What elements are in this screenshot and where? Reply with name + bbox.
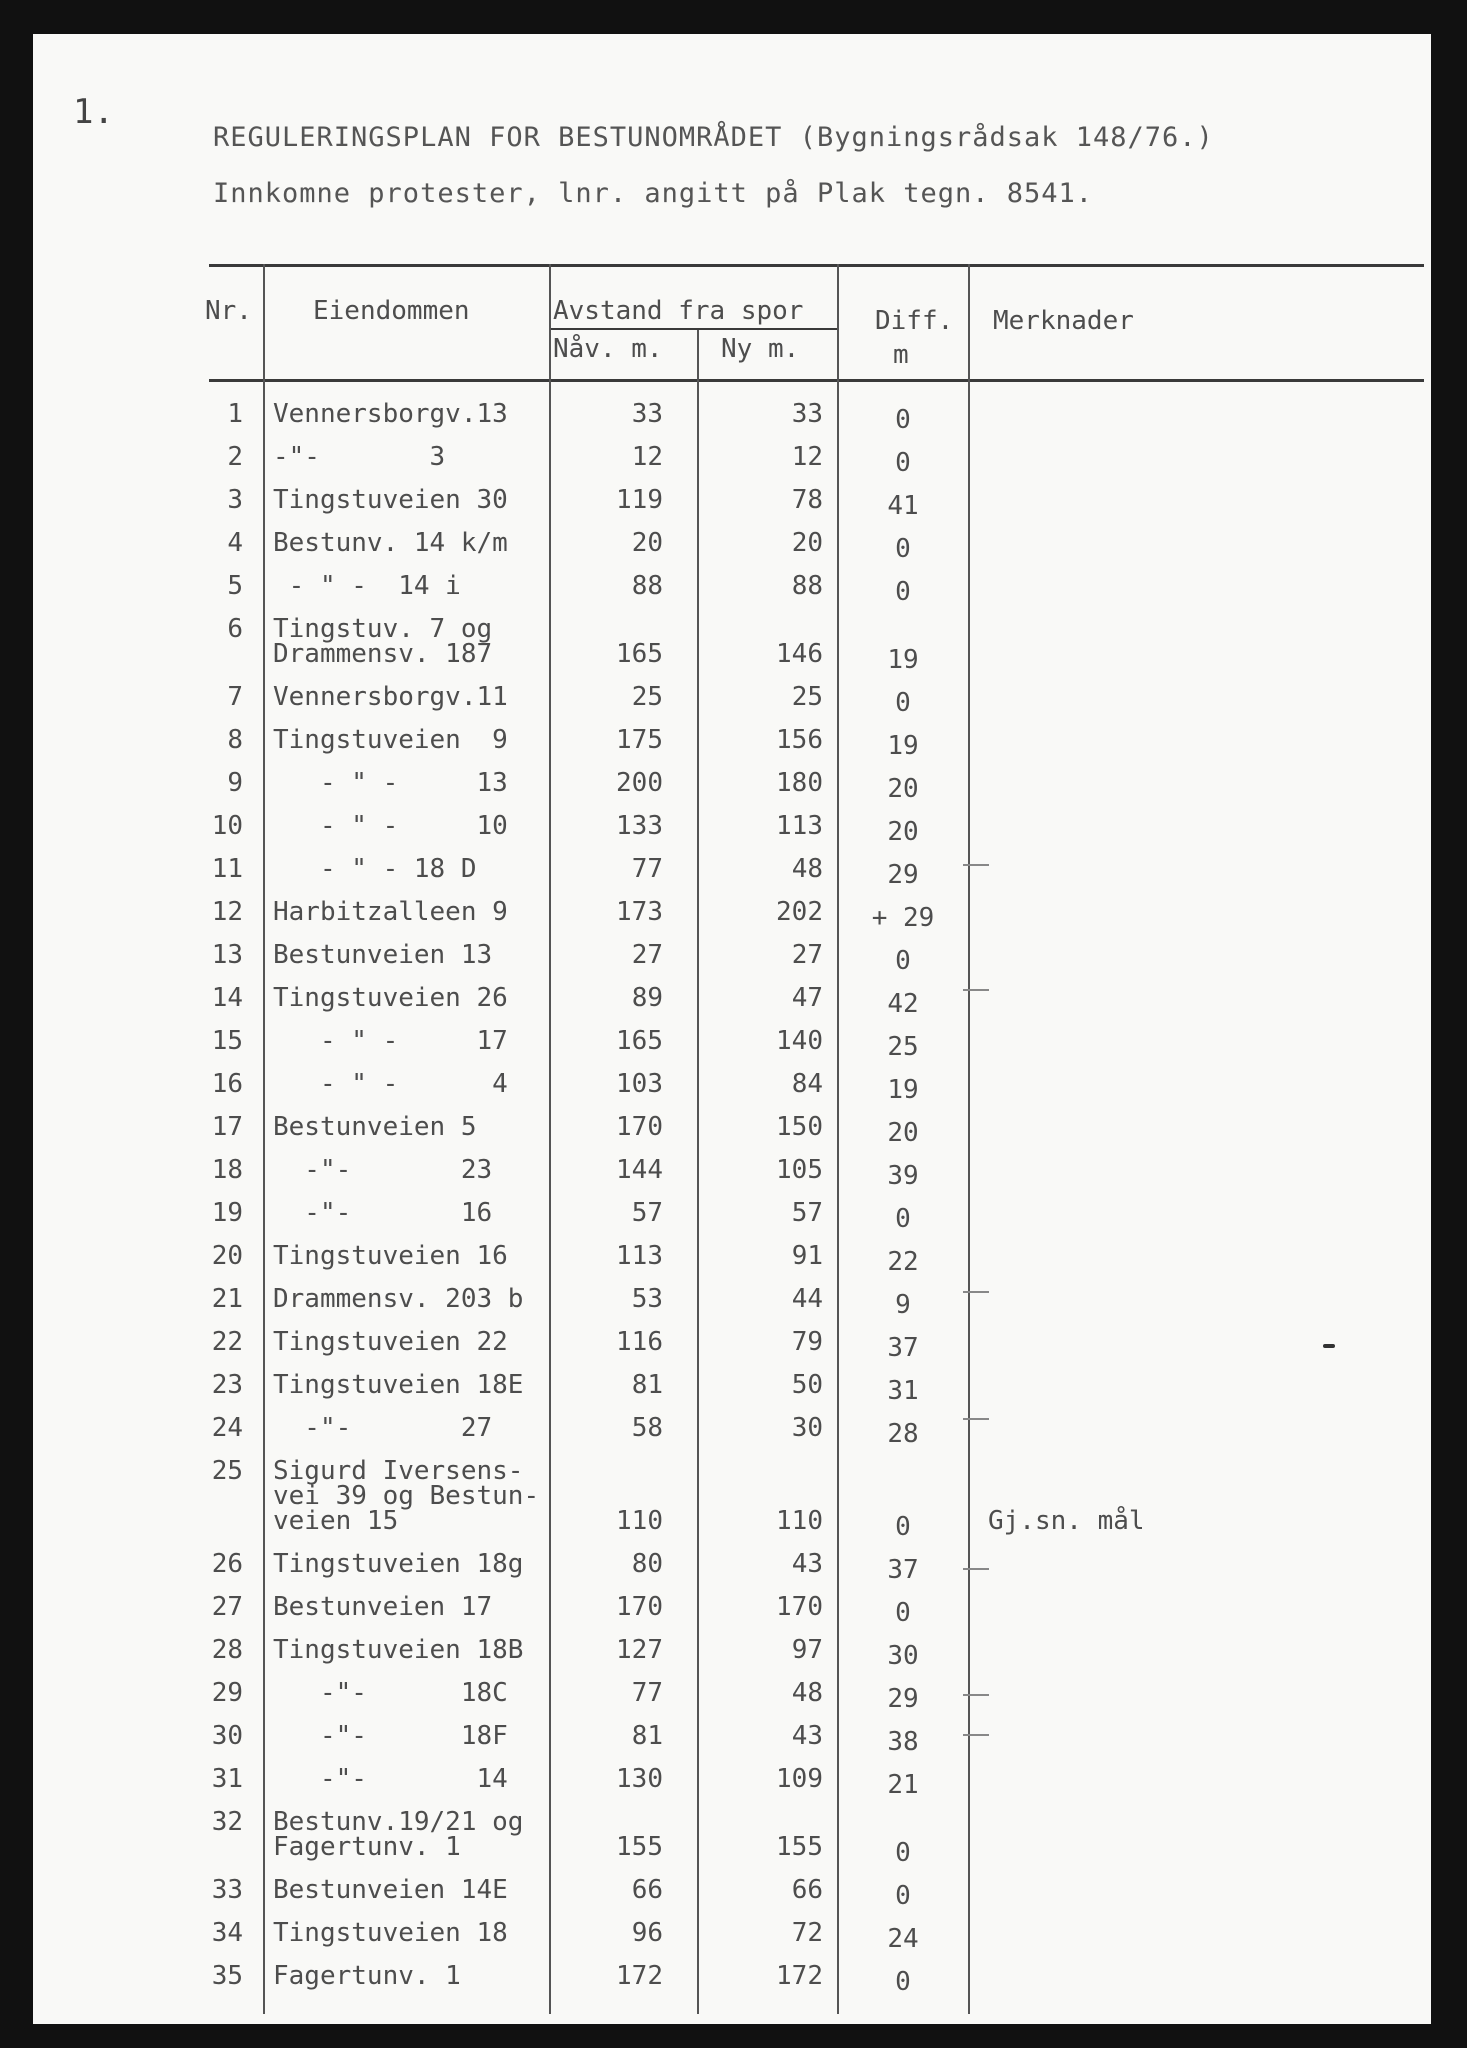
property-name: Sigurd Iversens- (273, 1456, 524, 1486)
current-distance: 130 (616, 1764, 663, 1794)
new-distance: 202 (776, 897, 823, 927)
margin-tick (963, 864, 989, 866)
property-name: Bestunveien 17 (273, 1592, 493, 1622)
current-distance: 27 (631, 940, 663, 970)
header-diff-unit: m (893, 340, 909, 370)
row-number: 22 (211, 1327, 243, 1357)
property-name: Tingstuveien 26 (273, 983, 508, 1013)
margin-tick (963, 1291, 989, 1293)
property-name: Tingstuv. 7 og (273, 614, 493, 644)
difference: 0 (895, 448, 911, 478)
new-distance: 105 (776, 1155, 823, 1185)
current-distance: 127 (616, 1635, 663, 1665)
difference: 29 (887, 1684, 919, 1714)
property-name: -"- 23 (273, 1155, 493, 1185)
property-name: Tingstuveien 9 (273, 725, 508, 755)
property-name: Tingstuveien 18E (273, 1370, 524, 1400)
property-name: -"- 16 (273, 1198, 493, 1228)
property-name: Drammensv. 187 (273, 639, 493, 669)
current-distance: 20 (631, 528, 663, 558)
column-divider-ny (837, 264, 839, 2014)
row-number: 4 (227, 528, 243, 558)
row-number: 15 (211, 1026, 243, 1056)
property-name: Bestunveien 14E (273, 1875, 508, 1905)
margin-tick (963, 1694, 989, 1696)
new-distance: 155 (776, 1832, 823, 1862)
current-distance: 12 (631, 442, 663, 472)
row-number: 2 (227, 442, 243, 472)
property-name: Bestunveien 13 (273, 940, 493, 970)
row-number: 8 (227, 725, 243, 755)
difference: 20 (887, 817, 919, 847)
difference: 20 (887, 774, 919, 804)
current-distance: 119 (616, 485, 663, 515)
current-distance: 81 (631, 1370, 663, 1400)
row-number: 35 (211, 1961, 243, 1991)
row-number: 19 (211, 1198, 243, 1228)
new-distance: 88 (791, 571, 823, 601)
property-name: -"- 18C (273, 1678, 508, 1708)
property-name: Fagertunv. 1 (273, 1832, 461, 1862)
row-number: 5 (227, 571, 243, 601)
margin-tick (963, 1418, 989, 1420)
property-name: Bestunveien 5 (273, 1112, 477, 1142)
column-divider-eiendom (549, 264, 551, 2014)
difference: + 29 (871, 903, 935, 933)
header-nav: Nåv. m. (553, 334, 663, 364)
difference: 0 (895, 688, 911, 718)
current-distance: 77 (631, 1678, 663, 1708)
row-number: 33 (211, 1875, 243, 1905)
property-name: - " - 17 (273, 1026, 508, 1056)
row-number: 30 (211, 1721, 243, 1751)
difference: 19 (887, 731, 919, 761)
header-ny: Ny m. (721, 334, 800, 364)
current-distance: 80 (631, 1549, 663, 1579)
page-mark: 1. (73, 92, 114, 132)
current-distance: 133 (616, 811, 663, 841)
current-distance: 200 (616, 768, 663, 798)
current-distance: 66 (631, 1875, 663, 1905)
current-distance: 58 (631, 1413, 663, 1443)
column-divider-nav (697, 330, 699, 2014)
row-number: 13 (211, 940, 243, 970)
margin-tick (963, 1734, 989, 1736)
column-divider-diff (968, 264, 970, 2014)
new-distance: 43 (791, 1549, 823, 1579)
property-name: Tingstuveien 18B (273, 1635, 524, 1665)
new-distance: 43 (791, 1721, 823, 1751)
difference: 0 (895, 534, 911, 564)
current-distance: 53 (631, 1284, 663, 1314)
row-number: 31 (211, 1764, 243, 1794)
property-name: veien 15 (273, 1506, 399, 1536)
row-number: 21 (211, 1284, 243, 1314)
new-distance: 110 (776, 1506, 823, 1536)
difference: 28 (887, 1419, 919, 1449)
difference: 9 (895, 1290, 911, 1320)
document-subtitle: Innkomne protester, lnr. angitt på Plak tegn. 8541. (213, 178, 1094, 209)
current-distance: 96 (631, 1918, 663, 1948)
remark: Gj.sn. mål (988, 1506, 1145, 1536)
difference: 29 (887, 860, 919, 890)
property-name: -"- 18F (273, 1721, 508, 1751)
current-distance: 170 (616, 1592, 663, 1622)
current-distance: 89 (631, 983, 663, 1013)
property-name: - " - 13 (273, 768, 508, 798)
row-number: 7 (227, 682, 243, 712)
header-merknader: Merknader (993, 306, 1134, 336)
row-number: 10 (211, 811, 243, 841)
property-name: -"- 3 (273, 442, 446, 472)
row-number: 26 (211, 1549, 243, 1579)
property-name: Drammensv. 203 b (273, 1284, 524, 1314)
property-name: -"- 14 (273, 1764, 508, 1794)
new-distance: 172 (776, 1961, 823, 1991)
current-distance: 170 (616, 1112, 663, 1142)
new-distance: 146 (776, 639, 823, 669)
difference: 24 (887, 1924, 919, 1954)
new-distance: 78 (791, 485, 823, 515)
new-distance: 156 (776, 725, 823, 755)
new-distance: 20 (791, 528, 823, 558)
new-distance: 91 (791, 1241, 823, 1271)
new-distance: 12 (791, 442, 823, 472)
current-distance: 144 (616, 1155, 663, 1185)
row-number: 18 (211, 1155, 243, 1185)
new-distance: 47 (791, 983, 823, 1013)
current-distance: 165 (616, 1026, 663, 1056)
property-name: Bestunv. 14 k/m (273, 528, 508, 558)
property-name: Tingstuveien 18g (273, 1549, 524, 1579)
header-eiendom: Eiendommen (313, 296, 470, 326)
row-number: 17 (211, 1112, 243, 1142)
new-distance: 27 (791, 940, 823, 970)
current-distance: 116 (616, 1327, 663, 1357)
property-name: vei 39 og Bestun- (273, 1481, 540, 1511)
ink-spot (1323, 1344, 1335, 1348)
difference: 21 (887, 1770, 919, 1800)
difference: 19 (887, 1075, 919, 1105)
difference: 19 (887, 645, 919, 675)
subheader-rule (549, 328, 837, 330)
difference: 0 (895, 1881, 911, 1911)
difference: 30 (887, 1641, 919, 1671)
new-distance: 97 (791, 1635, 823, 1665)
property-name: Fagertunv. 1 (273, 1961, 461, 1991)
new-distance: 50 (791, 1370, 823, 1400)
row-number: 27 (211, 1592, 243, 1622)
new-distance: 109 (776, 1764, 823, 1794)
difference: 37 (887, 1333, 919, 1363)
difference: 0 (895, 1967, 911, 1997)
row-number: 14 (211, 983, 243, 1013)
difference: 39 (887, 1161, 919, 1191)
row-number: 6 (227, 614, 243, 644)
current-distance: 155 (616, 1832, 663, 1862)
row-number: 16 (211, 1069, 243, 1099)
property-name: - " - 14 i (273, 571, 461, 601)
new-distance: 48 (791, 1678, 823, 1708)
new-distance: 150 (776, 1112, 823, 1142)
new-distance: 180 (776, 768, 823, 798)
current-distance: 88 (631, 571, 663, 601)
new-distance: 30 (791, 1413, 823, 1443)
current-distance: 165 (616, 639, 663, 669)
property-name: Tingstuveien 16 (273, 1241, 508, 1271)
current-distance: 81 (631, 1721, 663, 1751)
difference: 42 (887, 989, 919, 1019)
difference: 37 (887, 1555, 919, 1585)
current-distance: 175 (616, 725, 663, 755)
current-distance: 173 (616, 897, 663, 927)
property-name: Harbitzalleen 9 (273, 897, 508, 927)
current-distance: 77 (631, 854, 663, 884)
row-number: 23 (211, 1370, 243, 1400)
row-number: 28 (211, 1635, 243, 1665)
row-number: 12 (211, 897, 243, 927)
difference: 41 (887, 491, 919, 521)
new-distance: 33 (791, 399, 823, 429)
difference: 31 (887, 1376, 919, 1406)
new-distance: 57 (791, 1198, 823, 1228)
difference: 20 (887, 1118, 919, 1148)
row-number: 20 (211, 1241, 243, 1271)
property-name: Vennersborgv.11 (273, 682, 508, 712)
current-distance: 25 (631, 682, 663, 712)
row-number: 34 (211, 1918, 243, 1948)
column-divider-nr (263, 264, 265, 2014)
property-name: - " - 18 D (273, 854, 477, 884)
property-name: - " - 4 (273, 1069, 508, 1099)
property-name: Tingstuveien 22 (273, 1327, 508, 1357)
new-distance: 48 (791, 854, 823, 884)
current-distance: 113 (616, 1241, 663, 1271)
current-distance: 103 (616, 1069, 663, 1099)
header-bottom-rule (209, 379, 1424, 382)
difference: 25 (887, 1032, 919, 1062)
new-distance: 140 (776, 1026, 823, 1056)
difference: 0 (895, 1204, 911, 1234)
new-distance: 72 (791, 1918, 823, 1948)
new-distance: 44 (791, 1284, 823, 1314)
header-diff: Diff. (875, 306, 954, 336)
margin-tick (963, 989, 989, 991)
table-top-rule (209, 264, 1424, 267)
header-avstand: Avstand fra spor (553, 296, 804, 326)
property-name: Tingstuveien 30 (273, 485, 508, 515)
row-number: 32 (211, 1807, 243, 1837)
row-number: 3 (227, 485, 243, 515)
document-title: REGULERINGSPLAN FOR BESTUNOMRÅDET (Bygningsrådsak 148/76.) (213, 122, 1214, 153)
row-number: 25 (211, 1456, 243, 1486)
row-number: 9 (227, 768, 243, 798)
current-distance: 110 (616, 1506, 663, 1536)
difference: 0 (895, 577, 911, 607)
new-distance: 113 (776, 811, 823, 841)
new-distance: 79 (791, 1327, 823, 1357)
difference: 0 (895, 1838, 911, 1868)
document-page (33, 34, 1431, 2024)
row-number: 1 (227, 399, 243, 429)
current-distance: 57 (631, 1198, 663, 1228)
difference: 0 (895, 1512, 911, 1542)
difference: 0 (895, 405, 911, 435)
row-number: 11 (211, 854, 243, 884)
row-number: 29 (211, 1678, 243, 1708)
property-name: -"- 27 (273, 1413, 493, 1443)
current-distance: 172 (616, 1961, 663, 1991)
new-distance: 66 (791, 1875, 823, 1905)
difference: 22 (887, 1247, 919, 1277)
difference: 0 (895, 946, 911, 976)
property-name: Tingstuveien 18 (273, 1918, 508, 1948)
property-name: Vennersborgv.13 (273, 399, 508, 429)
row-number: 24 (211, 1413, 243, 1443)
difference: 0 (895, 1598, 911, 1628)
header-nr: Nr. (205, 296, 252, 326)
new-distance: 84 (791, 1069, 823, 1099)
new-distance: 170 (776, 1592, 823, 1622)
property-name: - " - 10 (273, 811, 508, 841)
new-distance: 25 (791, 682, 823, 712)
current-distance: 33 (631, 399, 663, 429)
margin-tick (963, 1568, 989, 1570)
property-name: Bestunv.19/21 og (273, 1807, 524, 1837)
difference: 38 (887, 1727, 919, 1757)
